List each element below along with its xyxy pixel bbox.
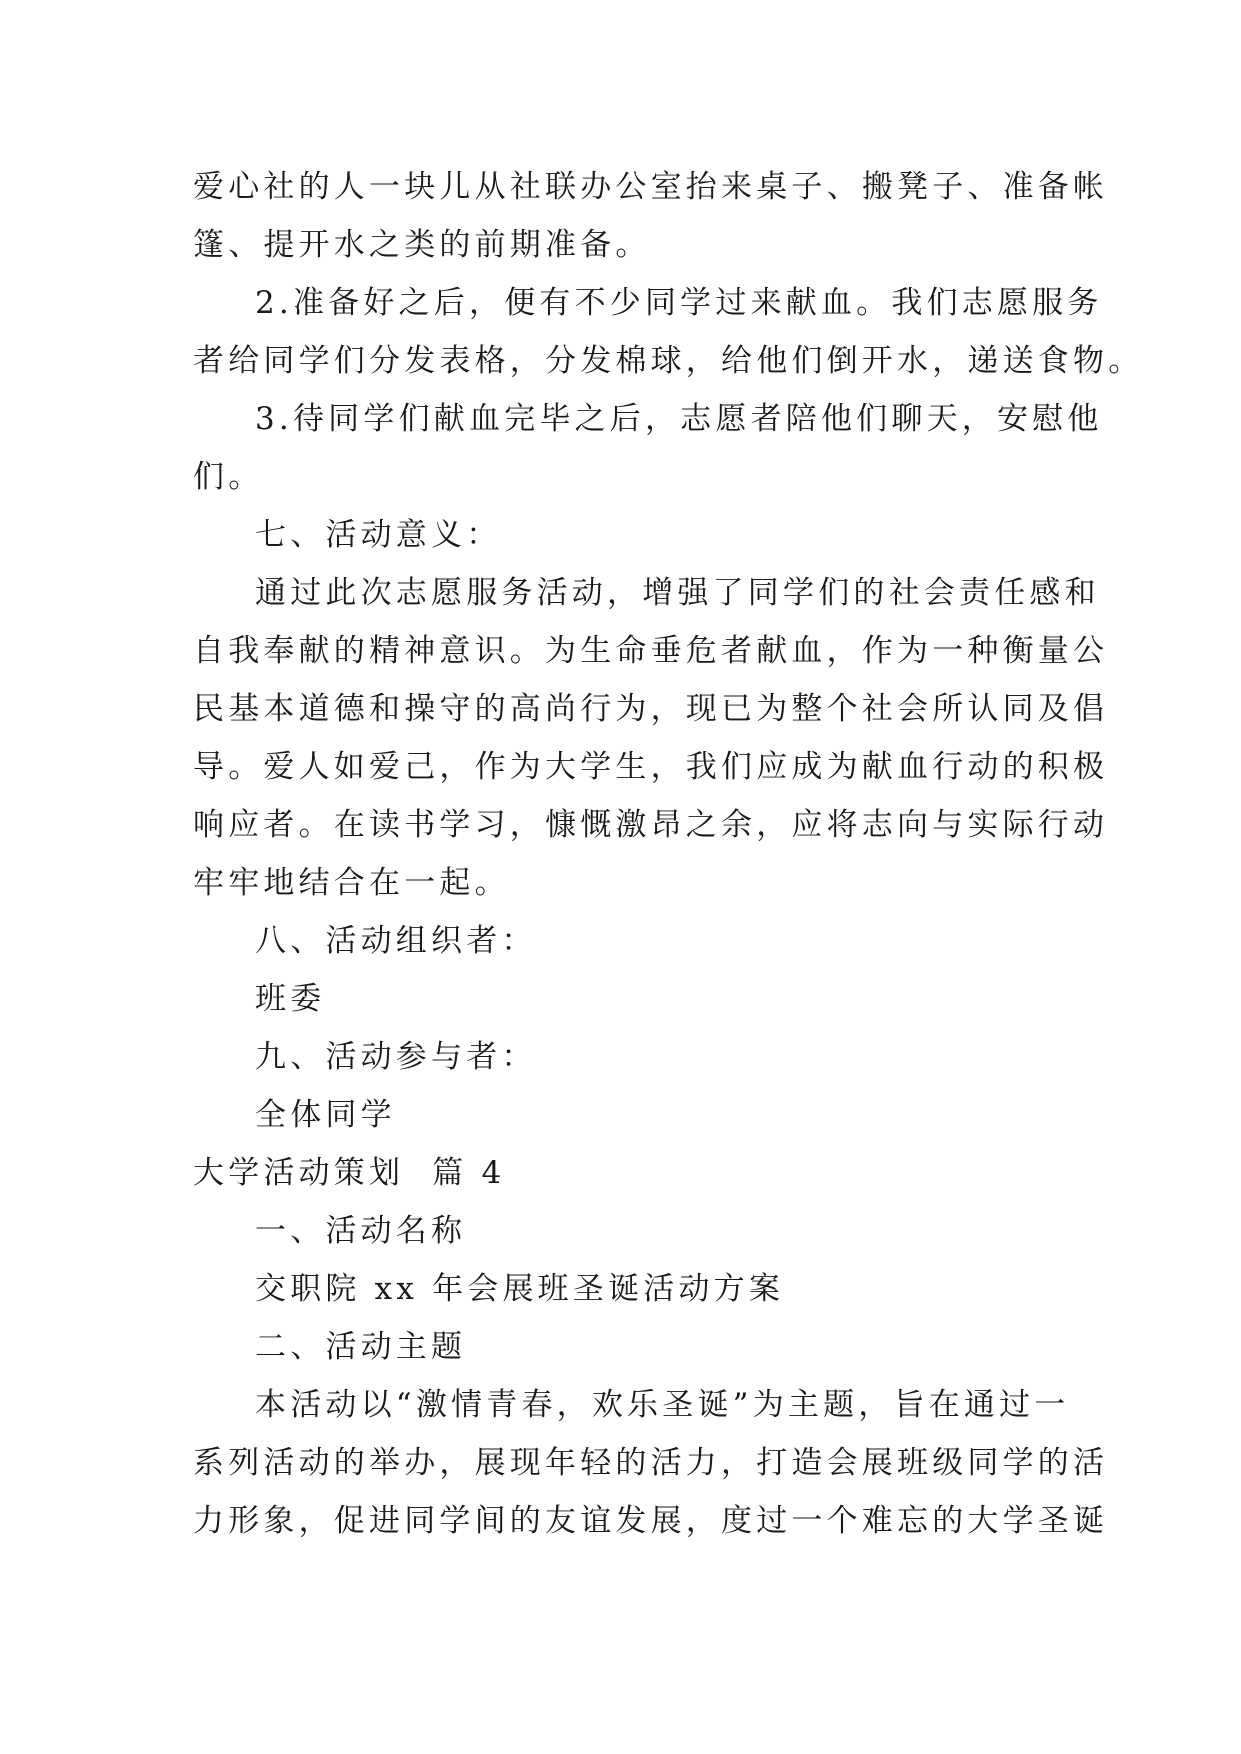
paragraph-line: 全体同学 — [255, 1097, 396, 1133]
section-heading: 八、活动组织者： — [255, 923, 537, 959]
paragraph-line: 导。爱人如爱己，作为大学生，我们应成为献血行动的积极 — [193, 749, 1109, 785]
section-heading: 二、活动主题 — [255, 1329, 467, 1365]
paragraph-line: 者给同学们分发表格，分发棉球，给他们倒开水，递送食物。 — [193, 343, 1144, 379]
paragraph-line: 篷、提开水之类的前期准备。 — [193, 227, 651, 263]
paragraph-line: 自我奉献的精神意识。为生命垂危者献血，作为一种衡量公 — [193, 633, 1109, 669]
paragraph-line: 力形象，促进同学间的友谊发展，度过一个难忘的大学圣诞 — [193, 1503, 1109, 1539]
paragraph-line: 通过此次志愿服务活动，增强了同学们的社会责任感和 — [255, 575, 1100, 611]
paragraph-line: 3.待同学们献血完毕之后，志愿者陪他们聊天，安慰他 — [255, 401, 1103, 437]
paragraph-line: 们。 — [193, 459, 264, 495]
paragraph-line: 系列活动的举办，展现年轻的活力，打造会展班级同学的活 — [193, 1445, 1109, 1481]
paragraph-line: 牢牢地结合在一起。 — [193, 865, 510, 901]
section-heading: 九、活动参与者： — [255, 1039, 537, 1075]
section-heading: 一、活动名称 — [255, 1213, 467, 1249]
paragraph-line: 爱心社的人一块儿从社联办公室抬来桌子、搬凳子、准备帐 — [193, 169, 1109, 205]
paragraph-line: 交职院 xx 年会展班圣诞活动方案 — [255, 1271, 785, 1307]
paragraph-line: 响应者。在读书学习，慷慨激昂之余，应将志向与实际行动 — [193, 807, 1109, 843]
paragraph-line: 2.准备好之后，便有不少同学过来献血。我们志愿服务 — [255, 285, 1103, 321]
section-heading: 七、活动意义： — [255, 517, 502, 553]
paragraph-line: 民基本道德和操守的高尚行为，现已为整个社会所认同及倡 — [193, 691, 1109, 727]
paragraph-line: 本活动以“激情青春，欢乐圣诞”为主题，旨在通过一 — [255, 1387, 1070, 1423]
chapter-title: 大学活动策划 篇 4 — [193, 1155, 506, 1191]
paragraph-line: 班委 — [255, 981, 326, 1017]
